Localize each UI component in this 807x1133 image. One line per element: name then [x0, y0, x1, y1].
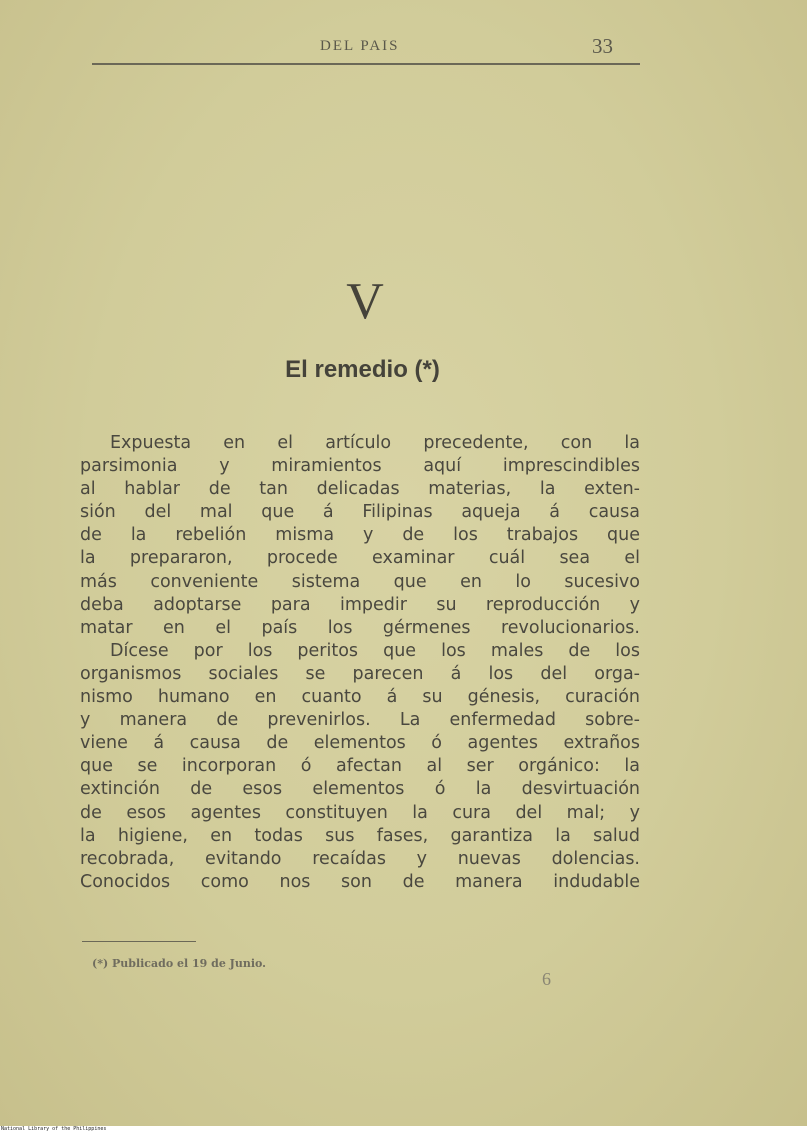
signature-mark: 6 [542, 969, 551, 989]
chapter-numeral: V [346, 273, 384, 330]
footnote-rule [82, 941, 196, 942]
body-line: matar en el país los gérmenes revolucionarios. [80, 617, 640, 638]
body-line: Dícese por los peritos que los males de los [110, 640, 640, 661]
credit-strip [0, 1126, 807, 1133]
body-line: la prepararon, procede examinar cuál sea el [80, 548, 640, 569]
body-line: de la rebelión misma y de los trabajos que [80, 525, 640, 546]
body-line: y manera de prevenirlos. La enfermedad sobre- [80, 710, 640, 731]
body-line: parsimonia y miramientos aquí imprescindibles [80, 456, 640, 477]
body-line: que se incorporan ó afectan al ser orgánico: la [80, 756, 640, 777]
body-line: viene á causa de elementos ó agentes extraños [80, 733, 640, 754]
body-line: más conveniente sistema que en lo sucesivo [80, 571, 640, 592]
body-line: Expuesta en el artículo precedente, con la [110, 433, 640, 453]
body-line: nismo humano en cuanto á su génesis, curación [80, 687, 640, 708]
page-number: 33 [592, 34, 613, 58]
body-line: al hablar de tan delicadas materias, la exten- [80, 479, 640, 500]
body-line: la higiene, en todas sus fases, garantiza la salud [80, 825, 640, 846]
library-credit: National Library of the Philippines [1, 1126, 107, 1132]
body-line: Conocidos como nos son de manera indudable [80, 871, 640, 892]
body-line: organismos sociales se parecen á los del orga- [80, 663, 640, 684]
body-line: deba adoptarse para impedir su reproducción y [80, 594, 640, 615]
body-line: recobrada, evitando recaídas y nuevas dolencias. [80, 848, 640, 869]
header-rule [92, 63, 640, 65]
body-line: de esos agentes constituyen la cura del mal; y [80, 802, 640, 823]
chapter-title: El remedio (*) [285, 356, 440, 383]
running-head: DEL PAIS [320, 38, 400, 54]
body-line: extinción de esos elementos ó la desvirtuación [80, 779, 640, 800]
footnote: (*) Publicado el 19 de Junio. [92, 957, 267, 970]
body-text [80, 432, 640, 894]
body-line: sión del mal que á Filipinas aqueja á causa [80, 502, 640, 523]
